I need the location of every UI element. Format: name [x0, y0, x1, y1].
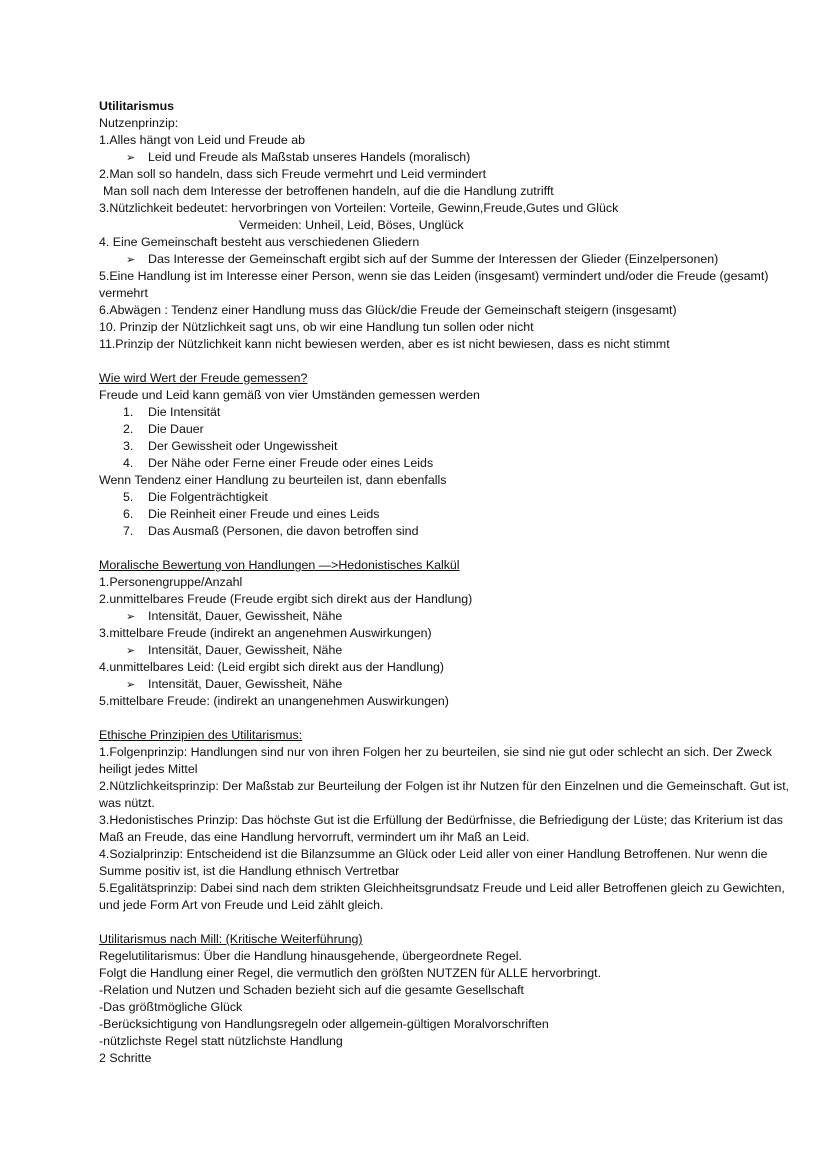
section-heading-mill: Utilitarismus nach Mill: (Kritische Weiterführung) — [99, 932, 363, 946]
list-item: -nützlichste Regel statt nützlichste Handlung — [99, 1034, 343, 1048]
bullet-item: ➢ Intensität, Dauer, Gewissheit, Nähe — [99, 642, 799, 659]
list-item: 5.mittelbare Freude: (indirekt an unangenehmen Auswirkungen) — [99, 694, 449, 708]
paragraph: Wenn Tendenz einer Handlung zu beurteilen ist, dann ebenfalls — [99, 473, 447, 487]
spacer — [99, 710, 799, 727]
bullet-item: ➢ Intensität, Dauer, Gewissheit, Nähe — [99, 676, 799, 693]
arrow-bullet-icon: ➢ — [126, 152, 136, 164]
list-item: 5.Eine Handlung ist im Interesse einer Person, wenn sie das Leiden (insgesamt) vermindert und/oder die Freude (gesamt) vermehrt — [99, 269, 769, 300]
list-item: 11.Prinzip der Nützlichkeit kann nicht bewiesen werden, aber es ist nicht bewiesen, dass es nicht stimmt — [99, 337, 670, 351]
principle-paragraph: 5.Egalitätsprinzip: Dabei sind nach dem strikten Gleichheitsgrundsatz Freude und Leid aller Betroffenen gleich zu Gewichten, und jede Form Art von Freude und Leid zählt gleich. — [99, 881, 785, 912]
paragraph: Folgt die Handlung einer Regel, die vermutlich den größten NUTZEN für ALLE hervorbringt. — [99, 966, 602, 980]
list-item: 3.mittelbare Freude (indirekt an angenehmen Auswirkungen) — [99, 626, 432, 640]
section-heading-bewertung: Moralische Bewertung von Handlungen —>Hedonistisches Kalkül — [99, 558, 460, 572]
section-heading-nutzenprinzip: Nutzenprinzip: — [99, 116, 179, 130]
list-item: 3.Nützlichkeit bedeutet: hervorbringen von Vorteilen: Vorteile, Gewinn,Freude,Gutes und Glück — [99, 201, 619, 215]
principle-paragraph: 4.Sozialprinzip: Entscheidend ist die Bilanzsumme an Glück oder Leid aller von einer Handlung Betroffenen. Nur wenn die Summe positiv ist, ist die Handlung ethnisch Vertretbar — [99, 847, 768, 878]
arrow-bullet-icon: ➢ — [126, 645, 136, 657]
numbered-item: 7. Das Ausmaß (Personen, die davon betroffen sind — [123, 524, 419, 538]
numbered-item: 2. Die Dauer — [123, 422, 204, 436]
spacer — [99, 353, 799, 370]
arrow-bullet-icon: ➢ — [126, 679, 136, 691]
list-item: 6.Abwägen : Tendenz einer Handlung muss das Glück/die Freude der Gemeinschaft steigern (insgesamt) — [99, 303, 677, 317]
spacer — [99, 540, 799, 557]
numbered-item: 4. Der Nähe oder Ferne einer Freude oder eines Leids — [123, 456, 434, 470]
paragraph: Freude und Leid kann gemäß von vier Umständen gemessen werden — [99, 388, 480, 402]
list-item: -Das größtmögliche Glück — [99, 1000, 243, 1014]
list-item: 1.Alles hängt von Leid und Freude ab — [99, 133, 305, 147]
section-heading-freude: Wie wird Wert der Freude gemessen? — [99, 371, 308, 385]
arrow-bullet-icon: ➢ — [126, 254, 136, 266]
spacer — [99, 914, 799, 931]
bullet-item: ➢ Intensität, Dauer, Gewissheit, Nähe — [99, 608, 799, 625]
principle-paragraph: 1.Folgenprinzip: Handlungen sind nur von ihren Folgen her zu beurteilen, sie sind nie gut oder schlecht an sich. Der Zweck heiligt jedes Mittel — [99, 745, 772, 776]
list-item: 2.Man soll so handeln, dass sich Freude vermehrt und Leid vermindert — [99, 167, 487, 181]
section-heading-prinzipien: Ethische Prinzipien des Utilitarismus: — [99, 728, 303, 742]
arrow-bullet-icon: ➢ — [126, 611, 136, 623]
numbered-item: 3. Der Gewissheit oder Ungewissheit — [123, 439, 338, 453]
list-item: -Relation und Nutzen und Schaden bezieht sich auf die gesamte Gesellschaft — [99, 983, 524, 997]
bullet-item: ➢ Das Interesse der Gemeinschaft ergibt sich auf der Summe der Interessen der Glieder (Einzelpersonen) — [99, 251, 799, 268]
list-item: 10. Prinzip der Nützlichkeit sagt uns, ob wir eine Handlung tun sollen oder nicht — [99, 320, 534, 334]
bullet-item: ➢ Leid und Freude als Maßstab unseres Handels (moralisch) — [99, 149, 799, 166]
list-item-continuation: Man soll nach dem Interesse der betroffenen handeln, auf die die Handlung zutrifft — [103, 184, 554, 198]
principle-paragraph: 3.Hedonistisches Prinzip: Das höchste Gut ist die Erfüllung der Bedürfnisse, die Befriedigung der Lüste; das Kriterium ist das Maß an Freude, das eine Handlung hervorruft, vermindert um ihr Maß an Leid. — [99, 813, 783, 844]
paragraph: Regelutilitarismus: Über die Handlung hinausgehende, übergeordnete Regel. — [99, 949, 522, 963]
list-item: 1.Personengruppe/Anzahl — [99, 575, 243, 589]
document-body — [99, 98, 799, 1067]
list-item: 4.unmittelbares Leid: (Leid ergibt sich direkt aus der Handlung) — [99, 660, 445, 674]
list-item: 2.unmittelbares Freude (Freude ergibt sich direkt aus der Handlung) — [99, 592, 473, 606]
numbered-item: 6. Die Reinheit einer Freude und eines Leids — [123, 507, 380, 521]
list-item: -Berücksichtigung von Handlungsregeln oder allgemein-gültigen Moralvorschriften — [99, 1017, 549, 1031]
list-item: 4. Eine Gemeinschaft besteht aus verschiedenen Gliedern — [99, 235, 420, 249]
list-item: 2 Schritte — [99, 1051, 152, 1065]
principle-paragraph: 2.Nützlichkeitsprinzip: Der Maßstab zur Beurteilung der Folgen ist ihr Nutzen für den Einzelnen und die Gemeinschaft. Gut ist, was nützt. — [99, 779, 790, 810]
document-title: Utilitarismus — [99, 99, 175, 113]
list-item-continuation: Vermeiden: Unheil, Leid, Böses, Unglück — [239, 218, 464, 232]
numbered-item: 5. Die Folgenträchtigkeit — [123, 490, 268, 504]
numbered-item: 1. Die Intensität — [123, 405, 221, 419]
